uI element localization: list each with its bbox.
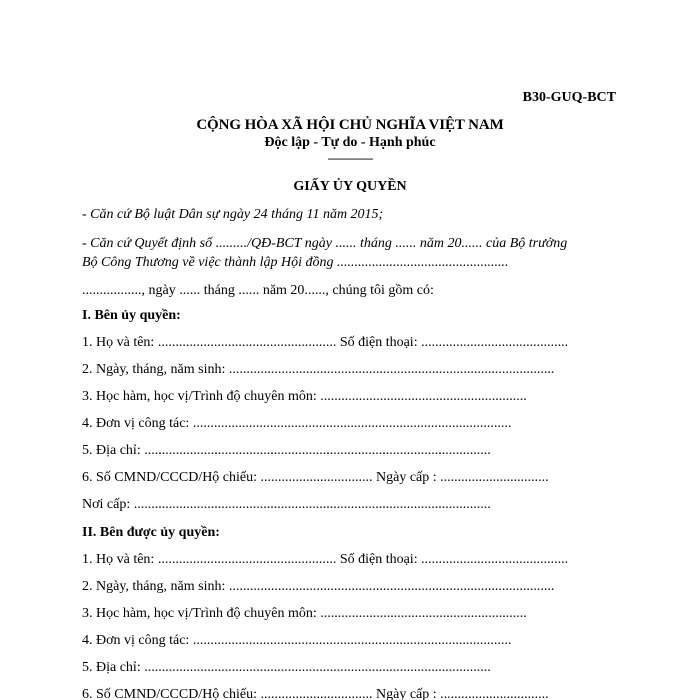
grantor-name-phone-field: 1. Họ và tên: ................................................... Số điện thoại: .......................................... bbox=[82, 335, 569, 350]
header-divider: --------------- bbox=[327, 151, 373, 165]
grantor-id-field: 6. Số CMND/CCCD/Hộ chiếu: ................................ Ngày cấp : ............................... bbox=[82, 470, 549, 485]
date-place-intro: ................., ngày ...... tháng ...... năm 20......, chúng tôi gồm có: bbox=[82, 283, 434, 298]
grantor-address-field: 5. Địa chỉ: ................................................................................................... bbox=[82, 443, 491, 458]
form-code: B30-GUQ-BCT bbox=[522, 90, 616, 105]
section-heading-grantor: I. Bên ủy quyền: bbox=[82, 308, 181, 323]
grantee-address-field: 5. Địa chỉ: ................................................................................................... bbox=[82, 660, 491, 675]
national-title: CỘNG HÒA XÃ HỘI CHỦ NGHĨA VIỆT NAM bbox=[196, 117, 504, 133]
grantee-name-phone-field: 1. Họ và tên: ................................................... Số điện thoại: .......................................... bbox=[82, 552, 569, 567]
legal-basis-decision-line-1: - Căn cứ Quyết định số ........./QĐ-BCT ngày ...... tháng ...... năm 20...... của Bộ trưởng bbox=[82, 236, 568, 251]
grantor-issue-place-field: Nơi cấp: ...................................................................................................... bbox=[82, 497, 491, 512]
section-heading-grantee: II. Bên được ủy quyền: bbox=[82, 525, 220, 540]
document-title: GIẤY ỦY QUYỀN bbox=[293, 179, 407, 194]
grantor-birthdate-field: 2. Ngày, tháng, năm sinh: ............................................................................................. bbox=[82, 362, 555, 377]
grantor-workplace-field: 4. Đơn vị công tác: ........................................................................................... bbox=[82, 416, 512, 431]
legal-basis-decision-line-2: Bộ Công Thương về việc thành lập Hội đồng ................................................. bbox=[82, 255, 509, 270]
grantee-workplace-field: 4. Đơn vị công tác: ........................................................................................... bbox=[82, 633, 512, 648]
grantee-id-field: 6. Số CMND/CCCD/Hộ chiếu: ................................ Ngày cấp : ............................... bbox=[82, 687, 549, 700]
national-motto: Độc lập - Tự do - Hạnh phúc bbox=[264, 135, 436, 150]
grantee-birthdate-field: 2. Ngày, tháng, năm sinh: ............................................................................................. bbox=[82, 579, 555, 594]
grantee-qualification-field: 3. Học hàm, học vị/Trình độ chuyên môn: ........................................................... bbox=[82, 606, 527, 621]
legal-basis-civil-code: - Căn cứ Bộ luật Dân sự ngày 24 tháng 11 năm 2015; bbox=[82, 207, 384, 222]
grantor-qualification-field: 3. Học hàm, học vị/Trình độ chuyên môn: ........................................................... bbox=[82, 389, 527, 404]
